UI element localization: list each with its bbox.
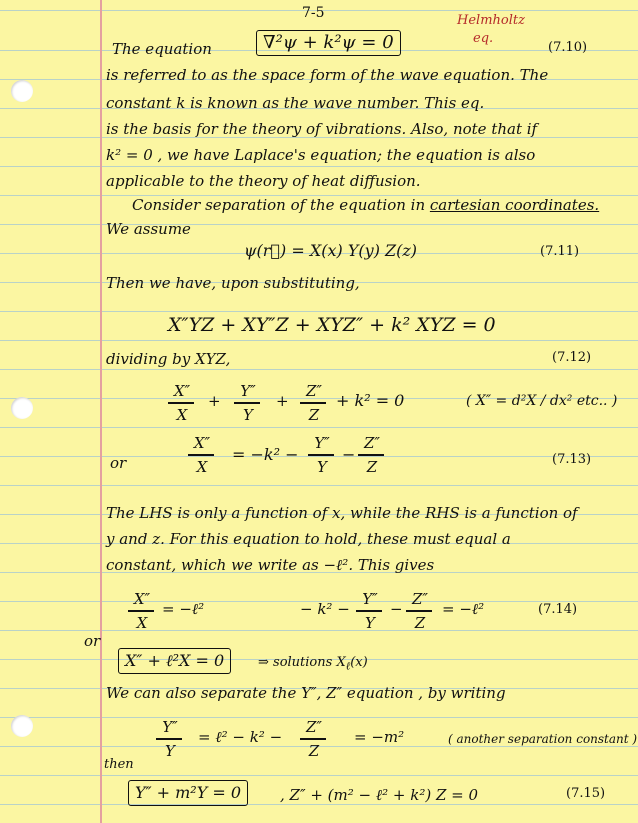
fraction-7-13-x-denominator: X [196, 458, 208, 476]
equation-y-rhs: = ℓ² − k² − [198, 728, 283, 746]
text-line-3: constant k is known as the wave number. This eq. [106, 94, 485, 112]
fraction-7-14-y-numerator: Y″ [362, 590, 378, 608]
equation-z: , Z″ + (m² − ℓ² + k²) Z = 0 [280, 786, 479, 804]
equation-7-12-tail: + k² = 0 [336, 391, 405, 410]
fraction-7-13-z-denominator: Z [366, 458, 378, 476]
text-line-7 [132, 196, 599, 214]
note-second-derivative: ( X″ = d²X / dx² etc.. ) [466, 393, 618, 409]
fraction-z-denominator: Z [308, 406, 320, 424]
fraction-x-denominator: X [176, 406, 188, 424]
fraction-7-14-x-numerator: X″ [133, 590, 151, 608]
text-we-assume: We assume [106, 220, 191, 238]
boxed-x-equation: X″ + ℓ²X = 0 [118, 648, 231, 674]
solutions-label: ⇒ solutions X [258, 655, 346, 670]
equation-number-7-11: (7.11) [540, 244, 580, 259]
equation-7-14-right-a: − k² − [300, 600, 350, 618]
minus-7-14: − [390, 600, 403, 618]
helmholtz-eq-label: eq. [473, 31, 494, 46]
fraction-z-sep-numerator: Z″ [305, 718, 323, 736]
text-line-12: y and z. For this equation to hold, these must equal a [106, 530, 511, 548]
equation-7-13-rhs: = −k² − [232, 445, 299, 464]
text-cartesian-coordinates: cartesian coordinates. [429, 196, 600, 214]
equation-number-7-12: (7.12) [552, 350, 592, 365]
text-line-6: applicable to the theory of heat diffusion. [106, 172, 421, 190]
fraction-7-13-y-denominator: Y [317, 458, 327, 476]
boxed-y-equation: Y″ + m²Y = 0 [128, 780, 248, 806]
boxed-helmholtz-equation: ∇²ψ + k²ψ = 0 [256, 30, 401, 56]
helmholtz-label: Helmholtz [457, 13, 525, 28]
fraction-x-numerator: X″ [173, 382, 191, 400]
margin-rule [100, 0, 102, 823]
text-solutions [258, 654, 368, 676]
text-line-5: k² = 0 , we have Laplace's equation; the equation is also [106, 146, 536, 164]
fraction-7-14-y-denominator: Y [365, 614, 375, 632]
plus-1: + [208, 392, 221, 410]
minus-7-13: − [342, 445, 356, 464]
fraction-7-13-x-numerator: X″ [193, 434, 211, 452]
text-or-2: or [84, 632, 101, 650]
text-then: then [104, 757, 134, 772]
text-dividing: dividing by XYZ, [106, 350, 231, 368]
fraction-7-14-x-denominator: X [136, 614, 148, 632]
fraction-7-13-y-numerator: Y″ [314, 434, 330, 452]
note-separation-constant: ( another separation constant ) [448, 732, 638, 746]
equation-number-7-10: (7.10) [548, 40, 588, 55]
solutions-subscript: ℓ [345, 659, 351, 673]
text-line-13: constant, which we write as −ℓ². This gives [106, 556, 435, 574]
binder-hole-top [11, 80, 33, 102]
fraction-7-13-z-numerator: Z″ [363, 434, 381, 452]
binder-hole-middle [11, 397, 33, 419]
fraction-z-numerator: Z″ [305, 382, 323, 400]
equation-y-m: = −m² [354, 728, 405, 746]
text-line-14: We can also separate the Y″, Z″ equation , by writing [106, 684, 506, 702]
solutions-argument: (x) [350, 655, 368, 670]
binder-hole-bottom [11, 715, 33, 737]
fraction-y-sep-denominator: Y [165, 742, 175, 760]
equation-substituted: X″YZ + XY″Z + XYZ″ + k² XYZ = 0 [168, 314, 496, 336]
fraction-y-sep-numerator: Y″ [162, 718, 178, 736]
text-the-equation: The equation [112, 40, 212, 58]
equation-7-14-right-b: = −ℓ² [442, 600, 485, 618]
equation-7-11: ψ(r⃗) = X(x) Y(y) Z(z) [244, 241, 418, 260]
plus-2: + [276, 392, 289, 410]
equation-number-7-13: (7.13) [552, 452, 592, 467]
equation-number-7-15: (7.15) [566, 786, 606, 801]
fraction-7-14-z-numerator: Z″ [411, 590, 429, 608]
equation-7-14-left: = −ℓ² [162, 600, 205, 618]
fraction-7-14-z-denominator: Z [414, 614, 426, 632]
page-number: 7-5 [302, 5, 325, 21]
fraction-y-numerator: Y″ [240, 382, 256, 400]
text-line-11: The LHS is only a function of x, while the RHS is a function of [106, 504, 578, 522]
equation-number-7-14: (7.14) [538, 602, 578, 617]
fraction-y-denominator: Y [243, 406, 253, 424]
text-line-2: is referred to as the space form of the wave equation. The [106, 66, 549, 84]
text-consider: Consider separation of the equation in [132, 196, 426, 214]
text-then-we-have: Then we have, upon substituting, [106, 274, 360, 292]
text-or-1: or [110, 454, 127, 472]
fraction-z-sep-denominator: Z [308, 742, 320, 760]
text-line-4: is the basis for the theory of vibrations. Also, note that if [106, 120, 538, 138]
